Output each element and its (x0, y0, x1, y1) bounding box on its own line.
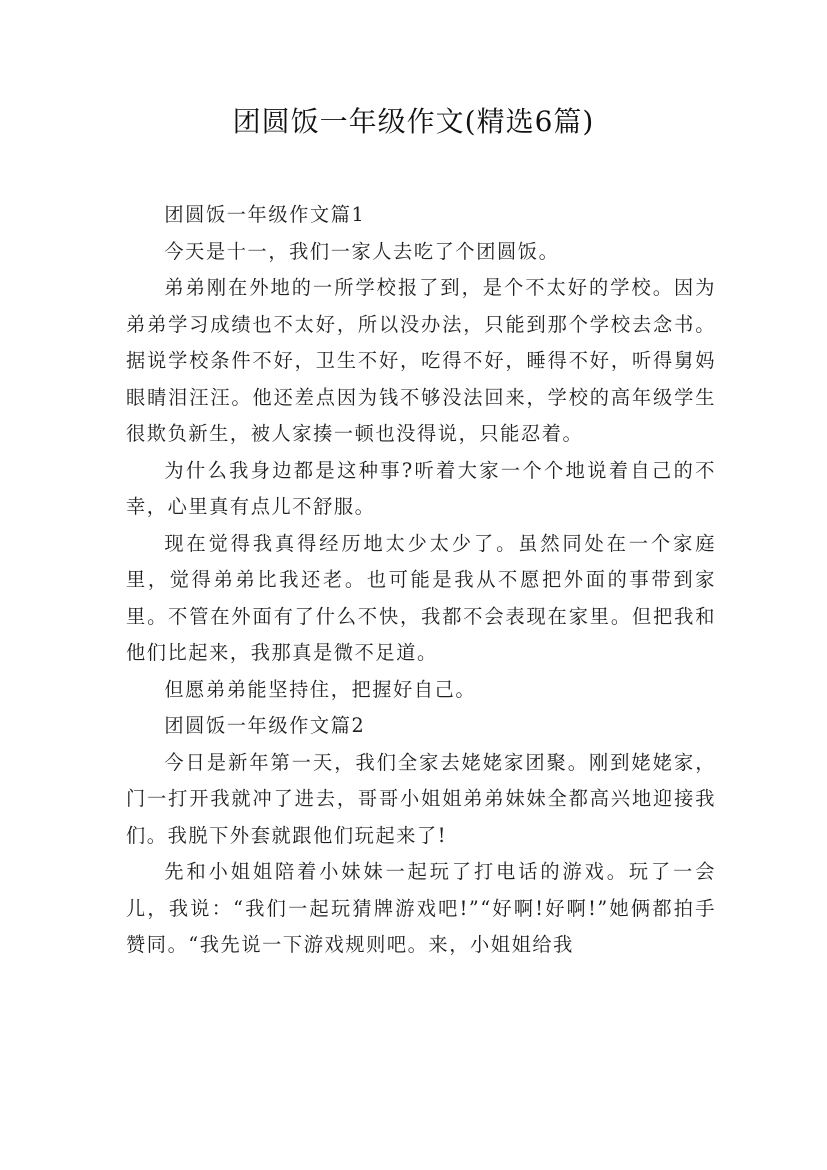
paragraph: 今天是十一，我们一家人去吃了个团圆饭。 (164, 239, 560, 263)
paragraph: 今日是新年第一天，我们全家去姥姥家团聚。刚到姥姥家，门一打开我就冲了进去，哥哥小姐姐弟弟妹妹全都高兴地迎接我们。我脱下外套就跟他们玩起来了! (126, 750, 716, 847)
paragraph: 但愿弟弟能坚持住，把握好自己。 (164, 677, 477, 701)
paragraph: 为什么我身边都是这种事?听着大家一个个地说着自己的不幸，心里真有点儿不舒服。 (126, 458, 716, 518)
section-heading: 团圆饭一年级作文篇2 (164, 714, 366, 737)
section-heading: 团圆饭一年级作文篇1 (164, 203, 366, 226)
paragraph: 先和小姐姐陪着小妹妹一起玩了打电话的游戏。玩了一会儿，我说：“我们一起玩猜牌游戏吧!”“好啊!好啊!”她俩都拍手赞同。“我先说一下游戏规则吧。来，小姐姐给我 (126, 860, 716, 956)
paragraph: 弟弟刚在外地的一所学校报了到，是个不太好的学校。因为弟弟学习成绩也不太好，所以没办法，只能到那个学校去念书。据说学校条件不好，卫生不好，吃得不好，睡得不好，听得舅妈眼睛泪汪汪。他还差点因为钱不够没法回来，学校的高年级学生很欺负新生，被人家揍一顿也没得说，只能忍着。 (126, 276, 716, 445)
document-body (126, 197, 716, 964)
paragraph: 现在觉得我真得经历地太少太少了。虽然同处在一个家庭里，觉得弟弟比我还老。也可能是我从不愿把外面的事带到家里。不管在外面有了什么不快，我都不会表现在家里。但把我和他们比起来，我那真是微不足道。 (126, 531, 716, 664)
document-title: 团圆饭一年级作文(精选6篇) (232, 105, 595, 138)
